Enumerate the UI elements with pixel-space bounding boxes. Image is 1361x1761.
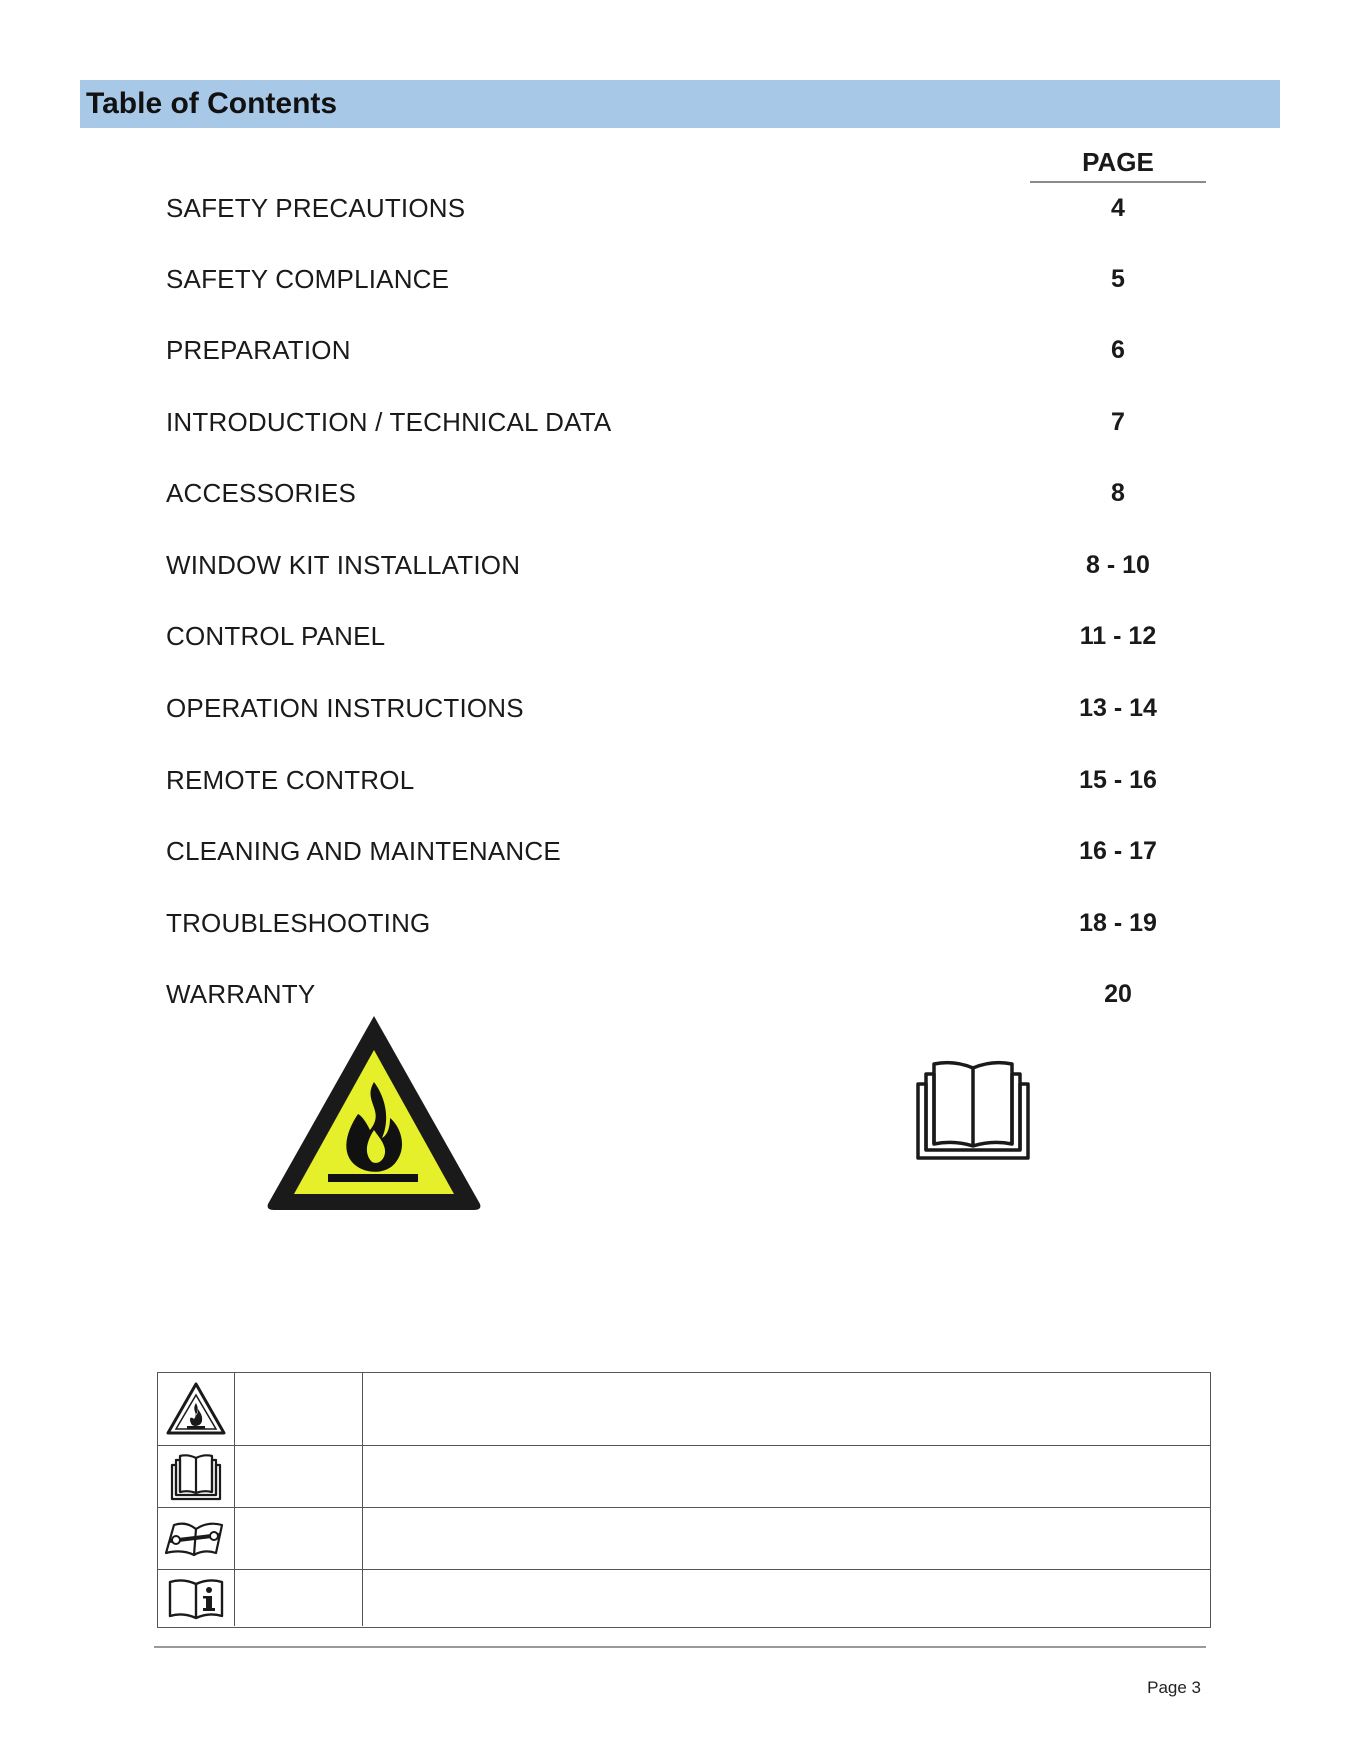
toc-entry-title: TROUBLESHOOTING bbox=[166, 908, 431, 938]
toc-entry-title: WARRANTY bbox=[166, 979, 316, 1009]
toc-entry[interactable] bbox=[0, 903, 1361, 943]
legend-icon-cell bbox=[158, 1570, 235, 1626]
toc-entry[interactable] bbox=[0, 760, 1361, 800]
toc-entry[interactable] bbox=[0, 330, 1361, 370]
page-column-underline bbox=[1030, 181, 1206, 183]
toc-entry[interactable] bbox=[0, 473, 1361, 513]
toc-entry-page: 13 - 14 bbox=[1079, 694, 1157, 722]
toc-entry-page: 6 bbox=[1111, 336, 1125, 364]
legend-icon-cell bbox=[158, 1508, 235, 1569]
toc-entry-page: 5 bbox=[1111, 265, 1125, 293]
page-title: Table of Contents bbox=[86, 87, 338, 120]
service-manual-icon bbox=[162, 1519, 230, 1559]
operator-manual-icon bbox=[170, 1453, 222, 1501]
toc-entry-title: CLEANING AND MAINTENANCE bbox=[166, 836, 561, 866]
toc-entry-page: 20 bbox=[1104, 980, 1132, 1008]
flammable-warning-icon bbox=[262, 1010, 486, 1214]
toc-entry-page: 8 bbox=[1111, 479, 1125, 507]
legend-icon-cell bbox=[158, 1373, 235, 1445]
legend-row bbox=[158, 1569, 1210, 1626]
legend-label-cell bbox=[234, 1570, 363, 1626]
toc-entry[interactable] bbox=[0, 259, 1361, 299]
toc-entry-page: 4 bbox=[1111, 194, 1125, 222]
toc-entry[interactable] bbox=[0, 688, 1361, 728]
legend-row bbox=[158, 1445, 1210, 1507]
toc-entry-title: OPERATION INSTRUCTIONS bbox=[166, 693, 524, 723]
page-number: Page 3 bbox=[1147, 1678, 1201, 1697]
information-manual-icon bbox=[167, 1576, 225, 1620]
operator-manual-icon bbox=[914, 1058, 1032, 1162]
toc-entry-title: SAFETY PRECAUTIONS bbox=[166, 193, 466, 223]
footer-divider bbox=[154, 1646, 1206, 1648]
flammable-warning-icon bbox=[165, 1381, 227, 1437]
toc-entry-page: 7 bbox=[1111, 408, 1125, 436]
toc-entry-title: INTRODUCTION / TECHNICAL DATA bbox=[166, 407, 612, 437]
toc-entry-title: PREPARATION bbox=[166, 335, 351, 365]
toc-entry-page: 16 - 17 bbox=[1079, 837, 1157, 865]
toc-entry[interactable] bbox=[0, 402, 1361, 442]
legend-description-cell bbox=[362, 1570, 1210, 1626]
legend-row bbox=[158, 1373, 1210, 1445]
toc-entry[interactable] bbox=[0, 974, 1361, 1014]
toc-entry[interactable] bbox=[0, 545, 1361, 585]
toc-entry-title: CONTROL PANEL bbox=[166, 621, 386, 651]
toc-entry-title: SAFETY COMPLIANCE bbox=[166, 264, 450, 294]
toc-entry-title: REMOTE CONTROL bbox=[166, 765, 415, 795]
section-header-bar bbox=[80, 80, 1280, 128]
toc-entry-title: WINDOW KIT INSTALLATION bbox=[166, 550, 521, 580]
legend-description-cell bbox=[362, 1508, 1210, 1569]
symbol-legend-table bbox=[157, 1372, 1211, 1628]
toc-entry-title: ACCESSORIES bbox=[166, 478, 357, 508]
toc-entry-page: 15 - 16 bbox=[1079, 766, 1157, 794]
toc-entry[interactable] bbox=[0, 188, 1361, 228]
legend-label-cell bbox=[234, 1373, 363, 1445]
toc-entry-page: 8 - 10 bbox=[1086, 551, 1150, 579]
legend-label-cell bbox=[234, 1446, 363, 1507]
legend-row bbox=[158, 1507, 1210, 1569]
legend-icon-cell bbox=[158, 1446, 235, 1507]
toc-entry-page: 11 - 12 bbox=[1079, 622, 1157, 650]
toc-entry-page: 18 - 19 bbox=[1079, 909, 1157, 937]
legend-description-cell bbox=[362, 1373, 1210, 1445]
legend-description-cell bbox=[362, 1446, 1210, 1507]
toc-entry[interactable] bbox=[0, 616, 1361, 656]
page-column-header: PAGE bbox=[1082, 147, 1154, 177]
legend-label-cell bbox=[234, 1508, 363, 1569]
toc-entry[interactable] bbox=[0, 831, 1361, 871]
